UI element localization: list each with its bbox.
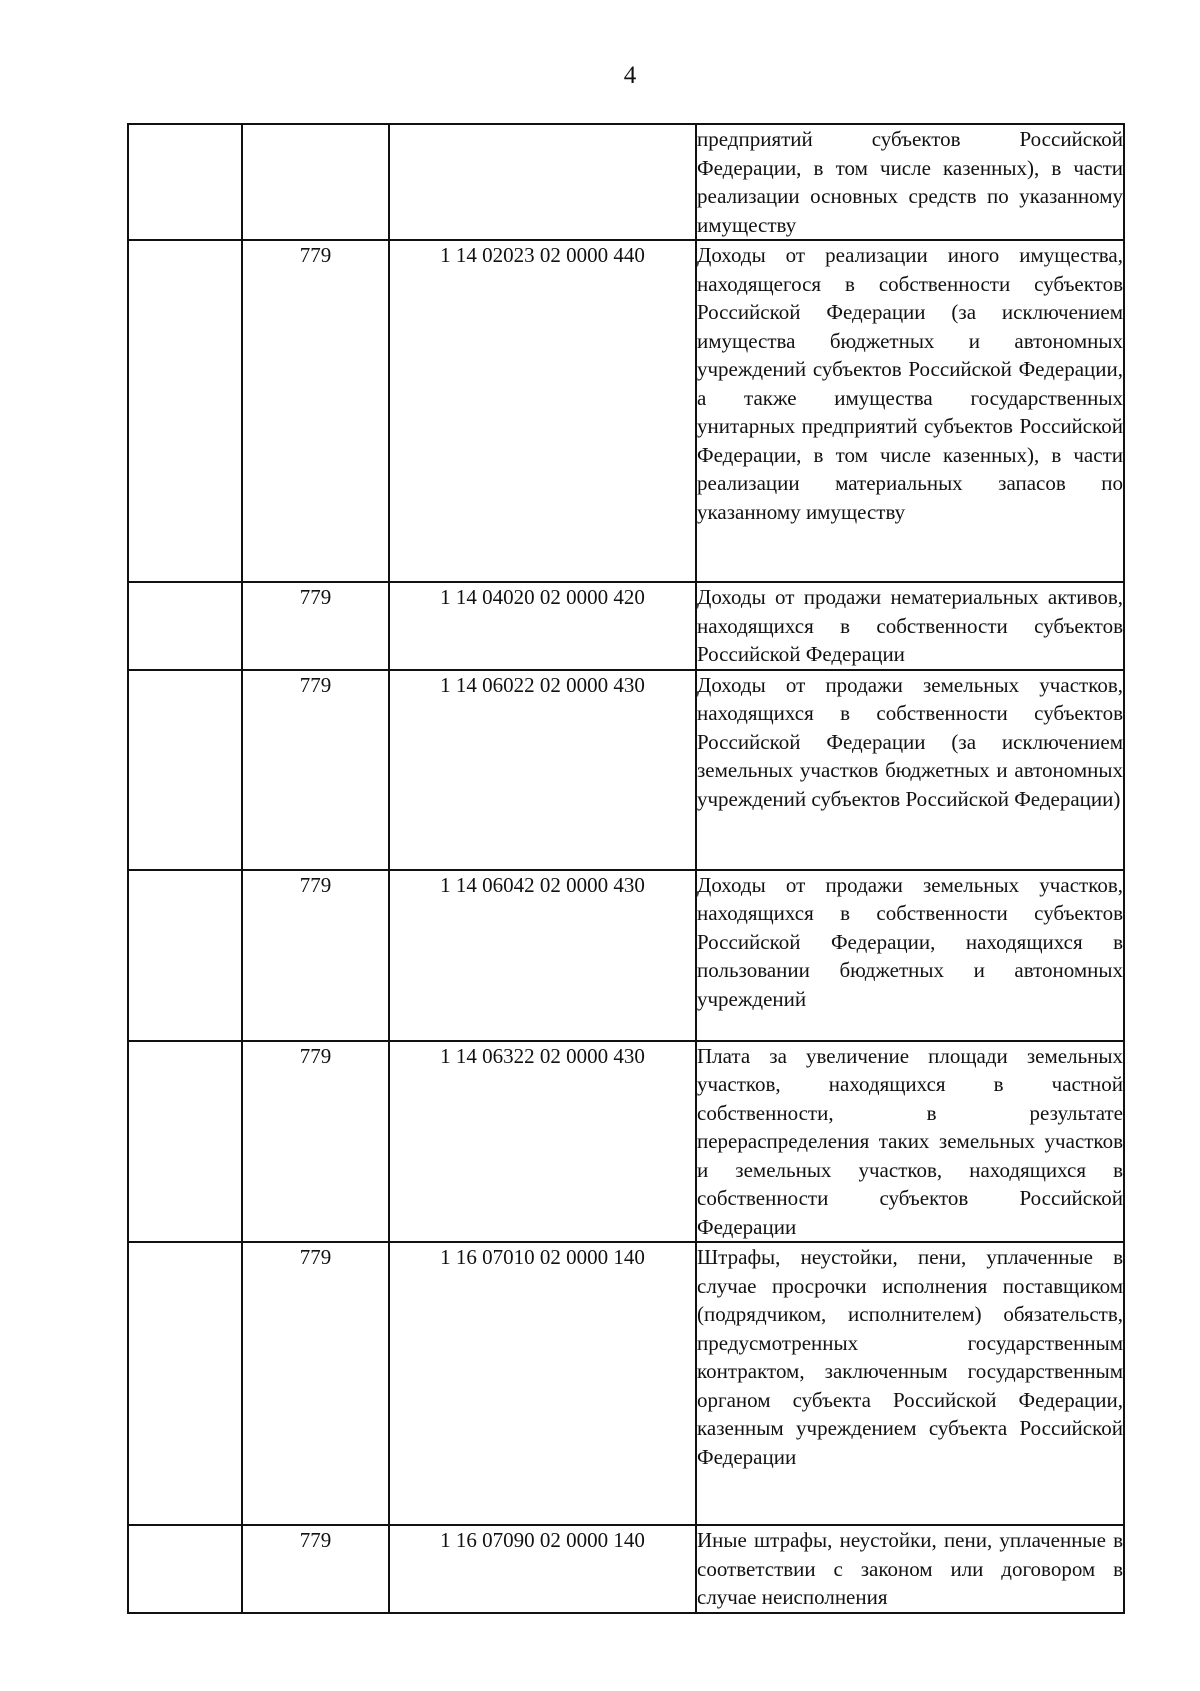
empty-cell	[128, 670, 242, 870]
table-row	[128, 1525, 1124, 1613]
description-cell: Доходы от реализации иного имущества, находящегося в собственности субъектов Российской Федерации (за исключением имущества бюджетных и автономных учреждений субъектов Российской Федерации, а также имущества государственных унитарных предприятий субъектов Российской Федерации, в том числе казенных), в части реализации материальных запасов по указанному имуществу	[696, 240, 1124, 582]
admin-code-cell: 779	[242, 1041, 389, 1243]
revenue-code-cell: 1 14 02023 02 0000 440	[389, 240, 696, 582]
description-cell: Доходы от продажи нематериальных активов, находящихся в собственности субъектов Российской Федерации	[696, 582, 1124, 670]
revenue-code-cell: 1 16 07090 02 0000 140	[389, 1525, 696, 1613]
empty-cell	[128, 1525, 242, 1613]
table-row	[128, 1041, 1124, 1243]
admin-code-cell: 779	[242, 582, 389, 670]
description-cell: Плата за увеличение площади земельных участков, находящихся в частной собственности, в результате перераспределения таких земельных участков и земельных участков, находящихся в собственности субъектов Российской Федерации	[696, 1041, 1124, 1243]
admin-code-cell: 779	[242, 870, 389, 1041]
revenue-codes-table	[127, 123, 1125, 1614]
description-cell: Иные штрафы, неустойки, пени, уплаченные в соответствии с законом или договором в случае неисполнения	[696, 1525, 1124, 1613]
description-cell: Доходы от продажи земельных участков, находящихся в собственности субъектов Российской Федерации (за исключением земельных участков бюджетных и автономных учреждений субъектов Российской Федерации)	[696, 670, 1124, 870]
admin-code-cell: 779	[242, 240, 389, 582]
description-cell: Доходы от продажи земельных участков, находящихся в собственности субъектов Российской Федерации, находящихся в пользовании бюджетных и автономных учреждений	[696, 870, 1124, 1041]
table-row	[128, 240, 1124, 582]
revenue-code-cell	[389, 124, 696, 240]
empty-cell	[128, 870, 242, 1041]
page-number: 4	[623, 62, 637, 89]
admin-code-cell	[242, 124, 389, 240]
revenue-code-cell: 1 14 06322 02 0000 430	[389, 1041, 696, 1243]
revenue-code-cell: 1 14 06042 02 0000 430	[389, 870, 696, 1041]
empty-cell	[128, 240, 242, 582]
table-row	[128, 870, 1124, 1041]
description-cell: предприятий субъектов Российской Федерации, в том числе казенных), в части реализации основных средств по указанному имуществу	[696, 124, 1124, 240]
table-row	[128, 124, 1124, 240]
revenue-code-cell: 1 16 07010 02 0000 140	[389, 1242, 696, 1525]
admin-code-cell: 779	[242, 1242, 389, 1525]
admin-code-cell: 779	[242, 670, 389, 870]
revenue-code-cell: 1 14 04020 02 0000 420	[389, 582, 696, 670]
table-row	[128, 1242, 1124, 1525]
description-cell: Штрафы, неустойки, пени, уплаченные в случае просрочки исполнения поставщиком (подрядчиком, исполнителем) обязательств, предусмотренных государственным контрактом, заключенным государственным органом субъекта Российской Федерации, казенным учреждением субъекта Российской Федерации	[696, 1242, 1124, 1525]
revenue-code-cell: 1 14 06022 02 0000 430	[389, 670, 696, 870]
admin-code-cell: 779	[242, 1525, 389, 1613]
empty-cell	[128, 582, 242, 670]
empty-cell	[128, 124, 242, 240]
empty-cell	[128, 1041, 242, 1243]
empty-cell	[128, 1242, 242, 1525]
table-row	[128, 582, 1124, 670]
table-row	[128, 670, 1124, 870]
